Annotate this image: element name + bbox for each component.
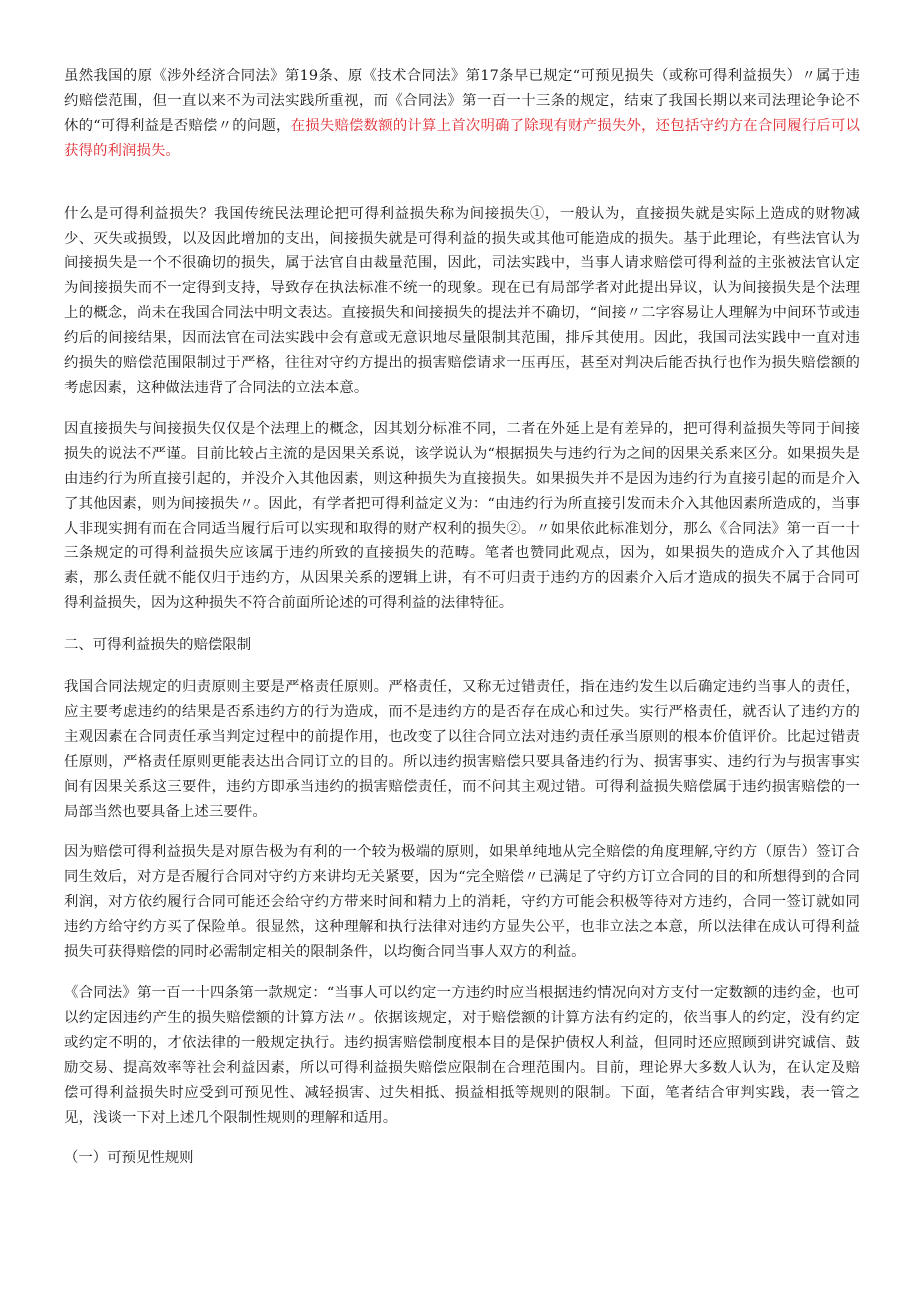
subsection-heading-1: （一）可预见性规则 (64, 1150, 194, 1167)
section-heading-2: 二、可得利益损失的赔偿限制 (64, 637, 252, 654)
paragraph-6: 《合同法》第一百一十四条第一款规定：“当事人可以约定一方违约时应当根据违约情况向对方支付一定数额的违约金，也可以约定因违约产生的损失赔偿额的计算方法〃。依据该规定，对于赔偿额的计算方法有约定的，依当事人的约定，没有约定或约定不明的，才依法律的一般规定执行。违约损害赔偿制度根本目的是保护债权人利益，但同时还应照顾到讲究诚信、鼓励交易、提高效率等社会利益因素，所以可得利益损失赔偿应限制在合理范围内。目前，理论界大多数人认为，在认定及赔偿可得利益损失时应受到可预见性、减轻损害、过失相抵、损益相抵等规则的限制。下面，笔者结合审判实践，表一管之见，浅谈一下对上述几个限制性规则的理解和适用。 (64, 985, 860, 1126)
paragraph-2: 什么是可得利益损失？我国传统民法理论把可得利益损失称为间接损失①，一般认为，直接损失就是实际上造成的财物减少、灭失或损毁，以及因此增加的支出，间接损失就是可得利益的损失或其他可能造成的损失。基于此理论，有些法官认为间接损失是一个不很确切的损失，属于法官自由裁量范围，因此，司法实践中，当事人请求赔偿可得利益的主张被法官认定为间接损失而不一定得到支持，导致存在执法标准不统一的现象。现在已有局部学者对此提出异议，认为间接损失是个法理上的概念，尚未在我国合同法中明文表达。直接损失和间接损失的提法并不确切，“间接〃二字容易让人理解为中间环节或违约后的间接结果，因而法官在司法实践中会有意或无意识地尽量限制其范围，排斥其使用。因此，我国司法实践中一直对违约损失的赔偿范围限制过于严格，往往对守约方提出的损害赔偿请求一压再压，甚至对判决后能否执行也作为损失赔偿额的考虑因素，这种做法违背了合同法的立法本意。 (64, 205, 860, 396)
paragraph-1-highlight: 在损失赔偿数额的计算上首次明确了除现有财产损失外，还包括守约方在合同履行后可以获得的利润损失。 (64, 117, 860, 159)
paragraph-1-text: 虽然我国的原《涉外经济合同法》第19条、原《技术合同法》第17条早已规定“可预见损失（或称可得利益损失）〃属于违约赔偿范围，但一直以来不为司法实践所重视，而《合同法》第一百一十三条的规定，结束了我国长期以来司法理论争论不休的“可得利益是否赔偿〃的问题， (64, 68, 860, 134)
paragraph-4: 我国合同法规定的归责原则主要是严格责任原则。严格责任，又称无过错责任，指在违约发生以后确定违约当事人的责任，应主要考虑违约的结果是否系违约方的行为造成，而不是违约方的是否存在成心和过失。实行严格责任，就否认了违约方的主观因素在合同责任承当判定过程中的前提作用，也改变了以往合同立法对违约责任承当原则的根本价值评价。比起过错责任原则，严格责任原则更能表达出合同订立的目的。所以违约损害赔偿只要具备违约行为、损害事实、违约行为与损害事实间有因果关系这三要件，违约方即承当违约的损害赔偿责任，而不问其主观过错。可得利益损失赔偿属于违约损害赔偿的一局部当然也要具备上述三要件。 (64, 679, 860, 820)
paragraph-1 (64, 64, 860, 164)
paragraph-3: 因直接损失与间接损失仅仅是个法理上的概念，因其划分标准不同，二者在外延上是有差异的，把可得利益损失等同于间接损失的说法不严谨。目前比较占主流的是因果关系说，该学说认为“根据损失与违约行为之间的因果关系来区分。如果损失是由违约行为所直接引起的，并没介入其他因素，则这种损失为直接损失。如果损失并不是因为违约行为直接引起的而是介入了其他因素，则为间接损失〃。因此，有学者把可得利益定义为：“由违约行为所直接引发而未介入其他因素所造成的，当事人非现实拥有而在合同适当履行后可以实现和取得的财产权利的损失②。〃如果依此标准划分，那么《合同法》第一百一十三条规定的可得利益损失应该属于违约所致的直接损失的范畴。笔者也赞同此观点，因为，如果损失的造成介入了其他因素，那么责任就不能仅归于违约方，从因果关系的逻辑上讲，有不可归责于违约方的因素介入后才造成的损失不属于合同可得利益损失，因为这种损失不符合前面所论述的可得利益的法律特征。 (64, 420, 860, 612)
paragraph-5: 因为赔偿可得利益损失是对原告极为有利的一个较为极端的原则，如果单纯地从完全赔偿的角度理解,守约方（原告）签订合同生效后，对方是否履行合同对守约方来讲均无关紧要，因为“完全赔偿〃已满足了守约方订立合同的目的和所想得到的合同利润，对方依约履行合同可能还会给守约方带来时间和精力上的消耗，守约方可能会积极等待对方违约，合同一签订就如同违约方给守约方买了保险单。很显然，这种理解和执行法律对违约方显失公平，也非立法之本意，所以法律在成认可得利益损失可获得赔偿的同时必需制定相关的限制条件，以均衡合同当事人双方的利益。 (64, 844, 860, 961)
document-page (64, 64, 860, 1171)
